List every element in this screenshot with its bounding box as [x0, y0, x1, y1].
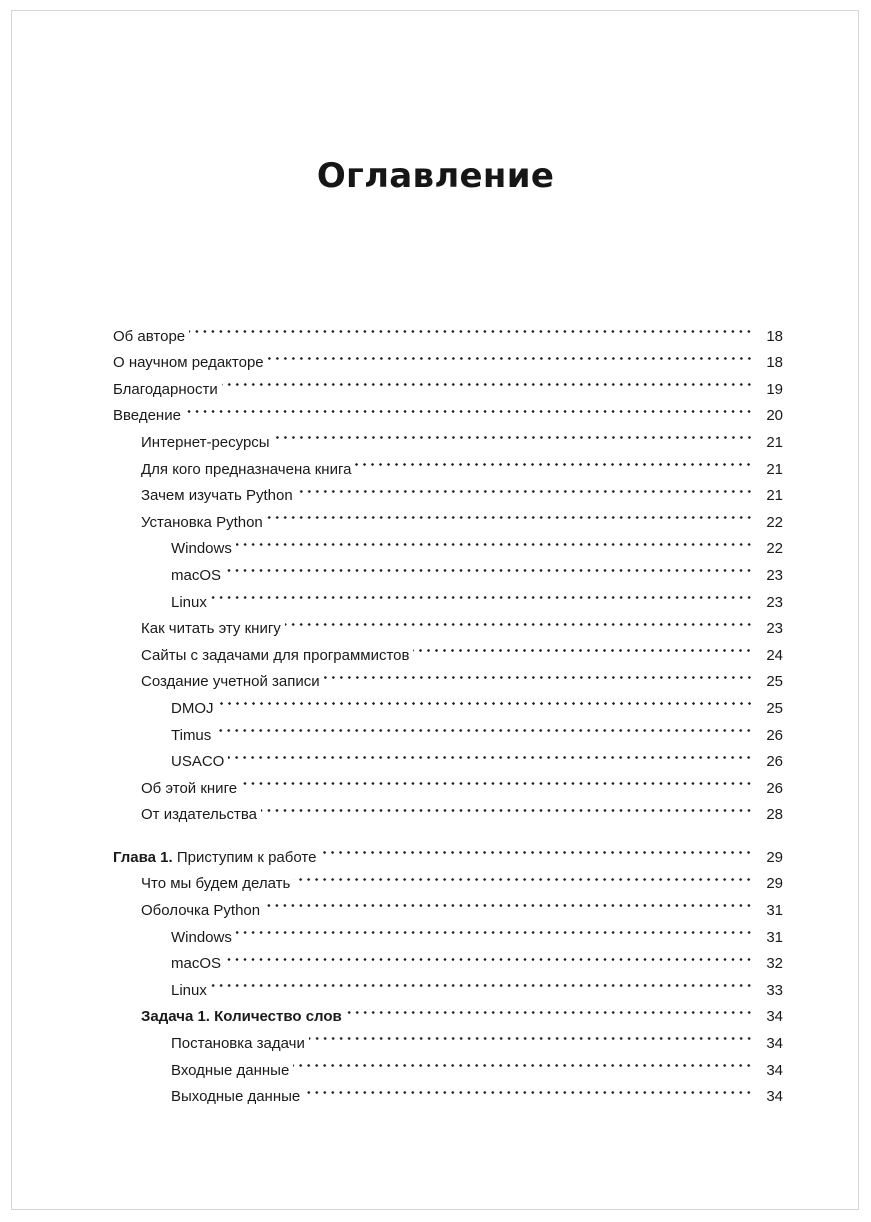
toc-entry-label: Выходные данные: [171, 1088, 301, 1106]
dot-leader: [236, 915, 753, 942]
toc-page-number: 21: [766, 433, 783, 451]
dot-leader: [268, 341, 753, 368]
toc-entry-introduction[interactable]: [113, 394, 783, 425]
dot-leader: [261, 793, 753, 820]
toc-entry-timus[interactable]: [113, 713, 783, 744]
dot-leader: [222, 367, 753, 394]
toc-entry-label: Создание учетной записи: [141, 673, 320, 691]
toc-page-number: 21: [766, 460, 783, 478]
toc-page-number: 28: [766, 806, 783, 824]
dot-leader: [264, 888, 753, 915]
toc-page-number: 29: [766, 875, 783, 893]
toc-entry-label: macOS: [171, 955, 222, 973]
toc-page-number: 34: [766, 1088, 783, 1106]
toc-entry-label: USACO: [171, 753, 225, 771]
dot-leader: [413, 633, 753, 660]
toc-page-number: 31: [766, 902, 783, 920]
toc-page-number: 34: [766, 1008, 783, 1026]
toc-entry-about-editor[interactable]: [113, 341, 783, 372]
dot-leader: [346, 995, 753, 1022]
toc-entry-label: Задача 1. Количество слов: [141, 1008, 342, 1026]
toc-entry-label: Об авторе: [113, 327, 186, 345]
toc-entry-internet-resources[interactable]: [113, 420, 783, 451]
chapter-prefix: Глава 1.: [113, 848, 173, 866]
toc-page-number: 31: [766, 928, 783, 946]
dot-leader: [189, 314, 753, 341]
toc-entry-label: Linux: [171, 593, 207, 611]
toc-entry-label: От издательства: [141, 806, 258, 824]
toc-entry-label: О научном редакторе: [113, 354, 264, 372]
dot-leader: [294, 862, 753, 889]
dot-leader: [285, 607, 753, 634]
toc-page-number: 22: [766, 513, 783, 531]
dot-leader: [228, 740, 753, 767]
toc-entry-label: Постановка задачи: [171, 1035, 305, 1053]
toc-page-number: 21: [766, 487, 783, 505]
toc-page-number: 26: [766, 779, 783, 797]
dot-leader: [297, 474, 753, 501]
toc-entry-how-to-read[interactable]: [113, 607, 783, 638]
toc-page-number: 26: [766, 753, 783, 771]
toc-page-number: 22: [766, 540, 783, 558]
toc-entry-label: Оболочка Python: [141, 902, 261, 920]
dot-leader: [304, 1075, 753, 1102]
toc-page-number: 23: [766, 566, 783, 584]
toc-entry-task-1[interactable]: [113, 995, 783, 1026]
toc-page-number: 26: [766, 726, 783, 744]
toc-entry-label: macOS: [171, 566, 222, 584]
toc-page-number: 24: [766, 646, 783, 664]
toc-page-number: 29: [766, 848, 783, 866]
toc-page-number: 23: [766, 593, 783, 611]
toc-entry-label: Зачем изучать Python: [141, 487, 293, 505]
dot-leader: [241, 766, 753, 793]
toc-entry-label: Как читать эту книгу: [141, 620, 281, 638]
toc-entry-label: [113, 845, 316, 872]
toc-entry-label: Для кого предназначена книга: [141, 460, 352, 478]
toc-entry-shell-linux[interactable]: [113, 968, 783, 999]
toc-entry-label: Введение: [113, 407, 181, 425]
toc-entry-label: Windows: [171, 928, 232, 946]
toc-page-number: 34: [766, 1035, 783, 1053]
chapter-title: Приступим к работе: [172, 848, 317, 866]
toc-page-number: 32: [766, 955, 783, 973]
toc-entry-label: DMOJ: [171, 699, 214, 717]
toc-page-number: 20: [766, 407, 783, 425]
dot-leader: [274, 420, 753, 447]
toc-entry-label: Timus: [171, 726, 212, 744]
toc-entry-label: Входные данные: [171, 1061, 290, 1079]
dot-leader: [225, 553, 753, 580]
toc-page-number: 23: [766, 620, 783, 638]
dot-leader: [215, 713, 753, 740]
toc-entry-label: Сайты с задачами для программистов: [141, 646, 410, 664]
toc-page-number: 25: [766, 673, 783, 691]
toc-page-number: 34: [766, 1061, 783, 1079]
dot-leader: [211, 968, 753, 995]
dot-leader: [185, 394, 753, 421]
toc-entry-label: Windows: [171, 540, 232, 558]
toc-entry-label: Интернет-ресурсы: [141, 433, 270, 451]
dot-leader: [225, 942, 753, 969]
table-of-contents: [113, 314, 783, 1106]
toc-entry-label: Об этой книге: [141, 779, 238, 797]
dot-leader: [320, 835, 753, 862]
dot-leader: [324, 660, 753, 687]
toc-entry-chapter-1[interactable]: [113, 835, 783, 866]
dot-leader: [309, 1021, 753, 1048]
dot-leader: [267, 500, 753, 527]
toc-page-number: 33: [766, 981, 783, 999]
page-title: Оглавление: [316, 156, 555, 196]
toc-entry-label: Linux: [171, 981, 207, 999]
toc-entry-label: Установка Python: [141, 513, 263, 531]
toc-page-number: 19: [766, 380, 783, 398]
toc-entry-label: Что мы будем делать: [141, 875, 291, 893]
toc-page-number: 25: [766, 699, 783, 717]
dot-leader: [293, 1048, 753, 1075]
toc-page-number: 18: [766, 354, 783, 372]
toc-entry-usaco[interactable]: [113, 740, 783, 771]
dot-leader: [211, 580, 753, 607]
toc-page-number: 18: [766, 327, 783, 345]
toc-entry-install-linux[interactable]: [113, 580, 783, 611]
dot-leader: [218, 686, 754, 713]
dot-leader: [236, 527, 753, 554]
toc-entry-label: Благодарности: [113, 380, 218, 398]
dot-leader: [355, 447, 753, 474]
toc-entry-about-author[interactable]: [113, 314, 783, 345]
